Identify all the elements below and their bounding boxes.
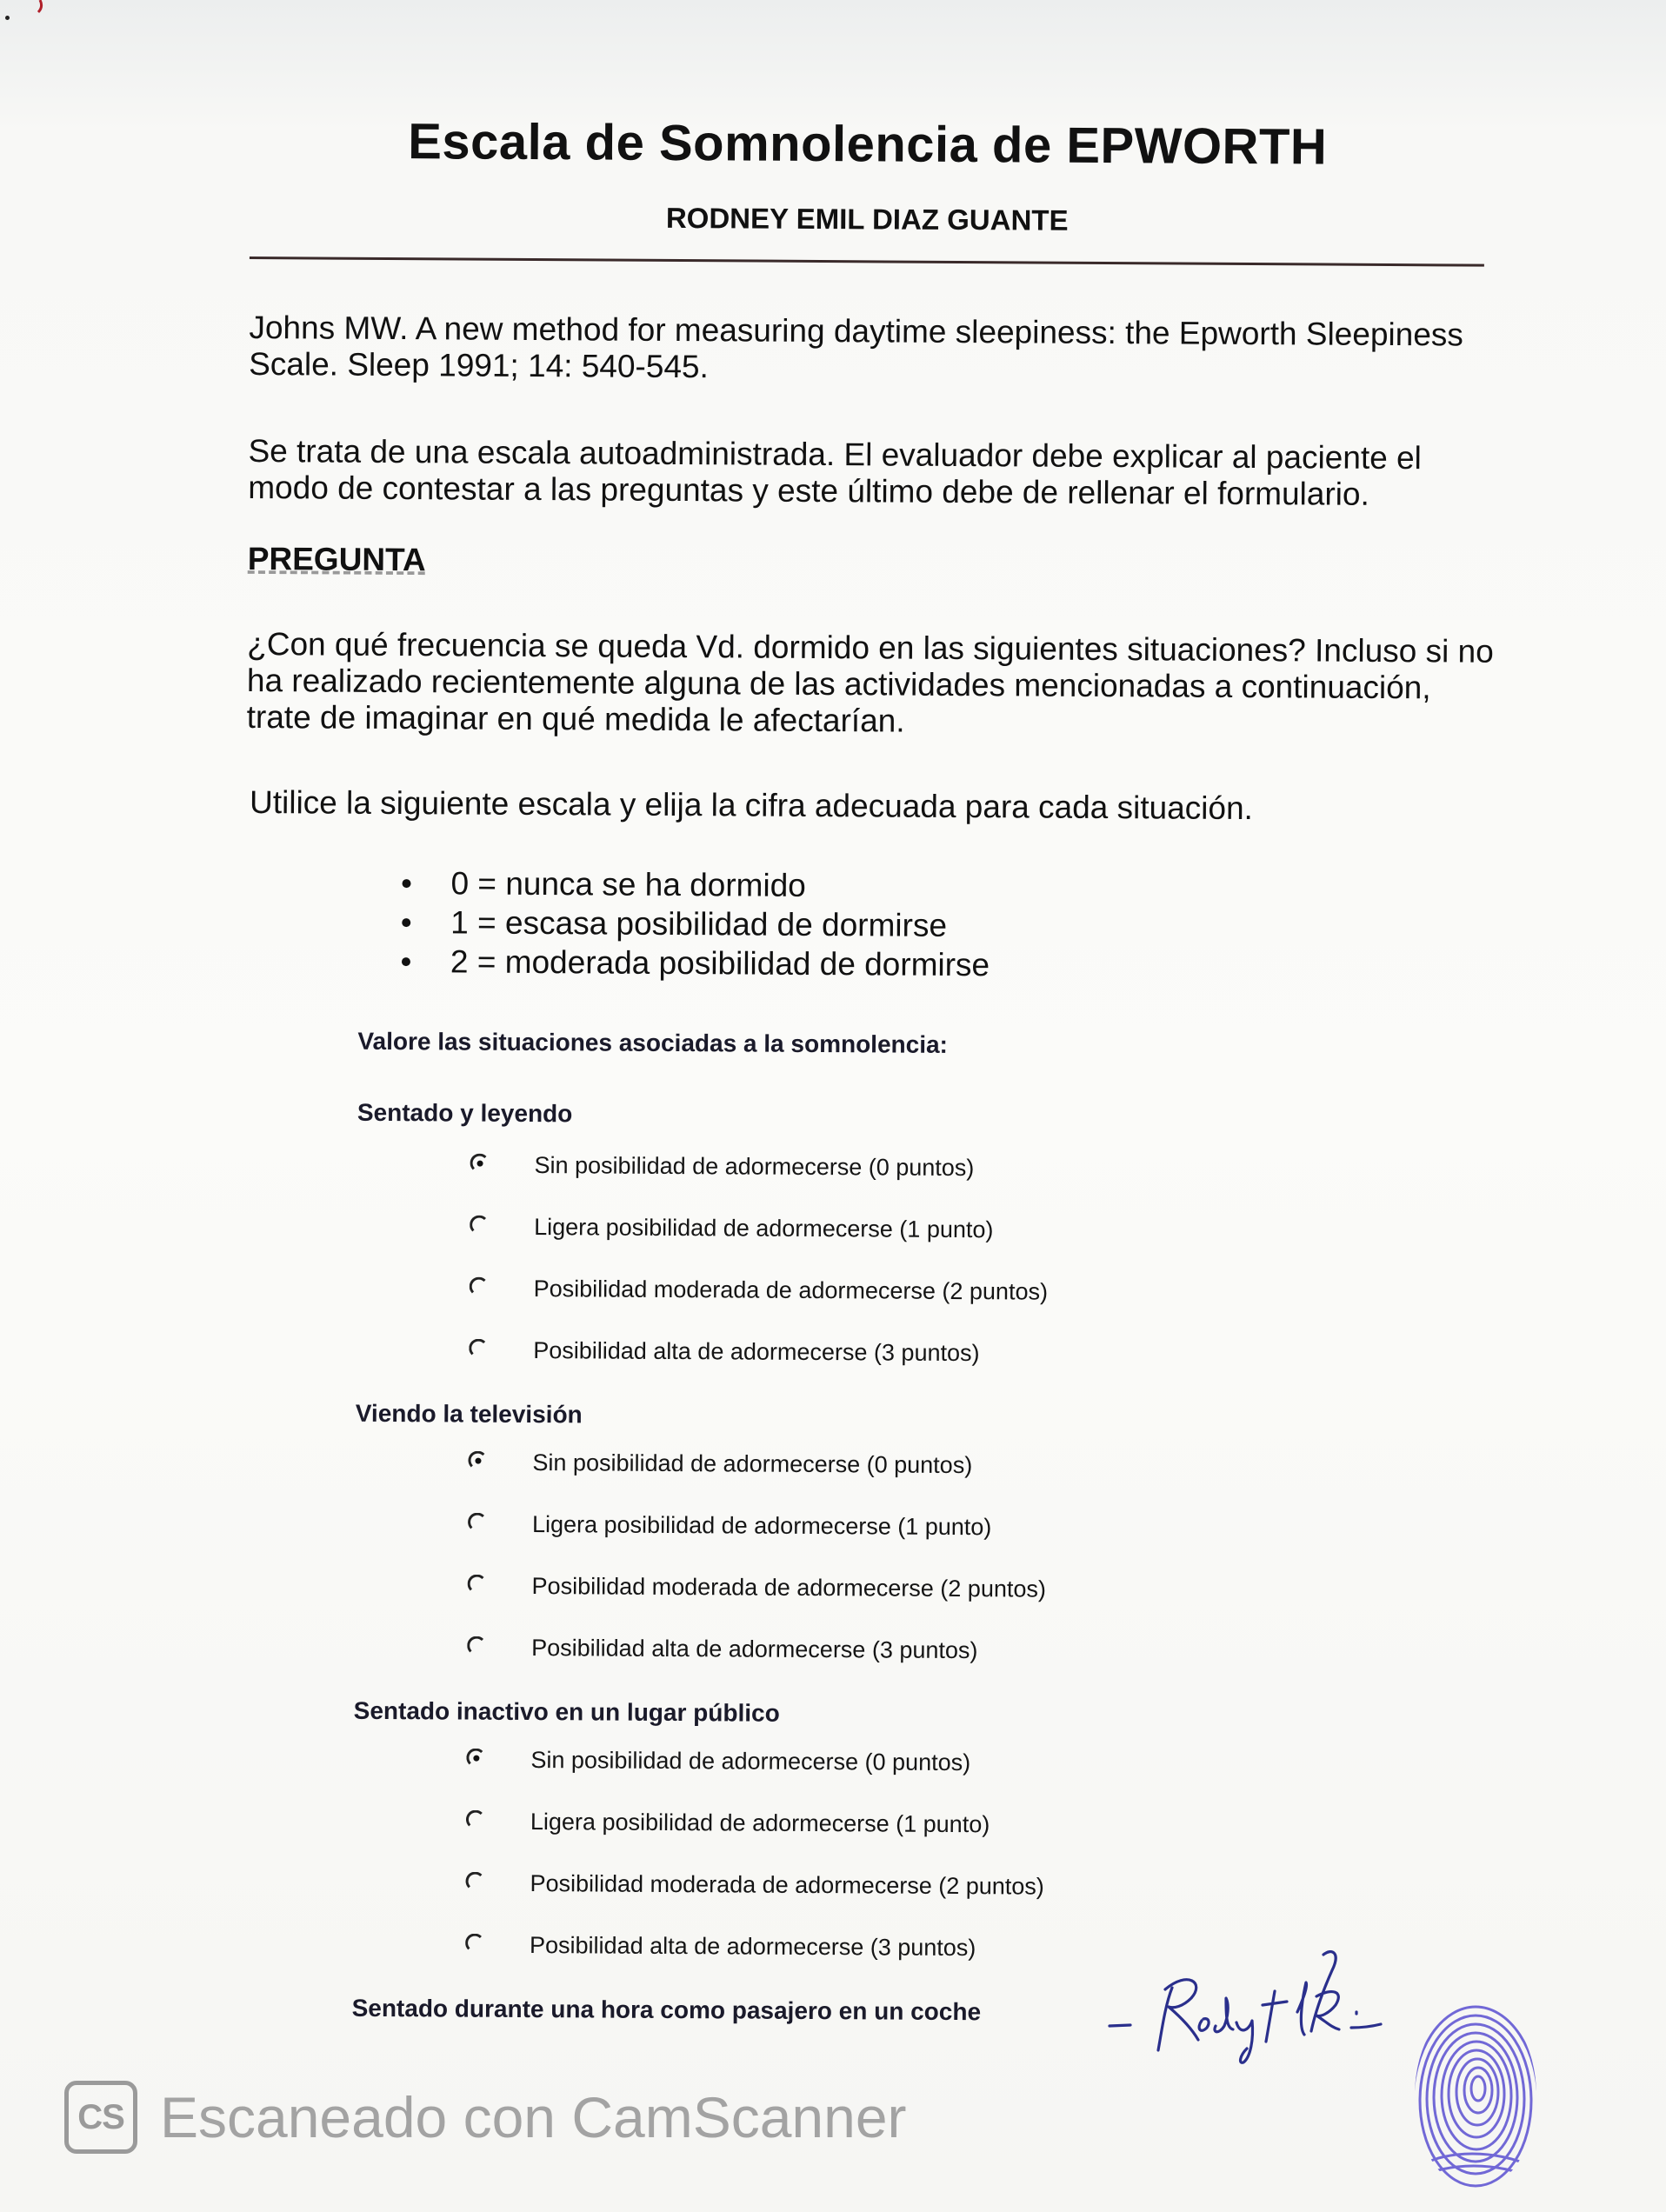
option-label: Posibilidad moderada de adormecerse (2 puntos) bbox=[530, 1870, 1044, 1900]
radio-button[interactable] bbox=[470, 1277, 489, 1296]
radio-button[interactable] bbox=[468, 1513, 487, 1532]
option-row bbox=[468, 1490, 1476, 1558]
scale-list bbox=[245, 863, 1481, 988]
option-row bbox=[465, 1849, 1474, 1917]
scale-item bbox=[402, 942, 1480, 988]
bullet-icon bbox=[402, 879, 410, 888]
option-label: Posibilidad alta de adormecerse (3 puntos) bbox=[531, 1635, 978, 1664]
radio-button[interactable] bbox=[468, 1451, 487, 1470]
option-label: Ligera posibilidad de adormecerse (1 punto) bbox=[531, 1511, 992, 1541]
option-row bbox=[467, 1614, 1476, 1682]
instruction-text: Utilice la siguiente escala y elija la cifra adecuada para cada situación. bbox=[249, 784, 1254, 827]
option-row bbox=[469, 1316, 1477, 1384]
option-row bbox=[469, 1255, 1477, 1323]
scale-item-label: 0 = nunca se ha dormido bbox=[450, 865, 806, 903]
option-row bbox=[467, 1552, 1476, 1620]
option-row bbox=[470, 1193, 1478, 1261]
scale-item bbox=[402, 863, 1480, 909]
option-row bbox=[470, 1131, 1478, 1199]
document-title: Escala de Somnolencia de EPWORTH bbox=[408, 113, 1328, 176]
author-name: RODNEY EMIL DIAZ GUANTE bbox=[665, 201, 1069, 237]
rate-instruction: Valore las situaciones asociadas a la somnolencia: bbox=[357, 1027, 949, 1058]
radio-button[interactable] bbox=[467, 1636, 486, 1656]
radio-button[interactable] bbox=[468, 1575, 487, 1594]
radio-button[interactable] bbox=[470, 1216, 489, 1235]
option-label: Posibilidad alta de adormecerse (3 puntos) bbox=[529, 1932, 976, 1962]
title-divider bbox=[250, 257, 1484, 267]
option-label: Ligera posibilidad de adormecerse (1 punto) bbox=[530, 1809, 990, 1838]
option-row bbox=[466, 1726, 1475, 1794]
scale-item bbox=[402, 903, 1480, 949]
section-title-reading: Sentado y leyendo bbox=[357, 1098, 573, 1128]
radio-button[interactable] bbox=[465, 1872, 484, 1891]
option-label: Posibilidad moderada de adormecerse (2 puntos) bbox=[533, 1276, 1049, 1305]
section-title-public-place: Sentado inactivo en un lugar público bbox=[353, 1696, 780, 1727]
radio-button[interactable] bbox=[466, 1810, 485, 1829]
camscanner-watermark bbox=[64, 2078, 907, 2156]
camscanner-logo: CS bbox=[64, 2081, 137, 2154]
option-label: Posibilidad alta de adormecerse (3 puntos) bbox=[533, 1337, 980, 1367]
bullet-icon bbox=[402, 918, 410, 927]
option-row bbox=[466, 1788, 1475, 1856]
option-label: Ligera posibilidad de adormecerse (1 punto) bbox=[534, 1214, 994, 1243]
watermark-text: Escaneado con CamScanner bbox=[160, 2085, 907, 2149]
option-label: Sin posibilidad de adormecerse (0 puntos) bbox=[534, 1152, 975, 1182]
radio-button[interactable] bbox=[470, 1154, 489, 1173]
ink-dot bbox=[5, 16, 10, 20]
fingerprint-image bbox=[1410, 1993, 1541, 2193]
radio-button[interactable] bbox=[465, 1934, 484, 1953]
scale-item-label: 2 = moderada posibilidad de dormirse bbox=[450, 943, 990, 983]
radio-button[interactable] bbox=[469, 1339, 488, 1358]
section-title-car-passenger: Sentado durante una hora como pasajero en un coche bbox=[351, 1994, 982, 2026]
option-label: Posibilidad moderada de adormecerse (2 puntos) bbox=[531, 1573, 1047, 1602]
question-heading: PREGUNTA bbox=[247, 540, 426, 578]
red-ink-mark bbox=[31, 0, 57, 14]
document-content bbox=[239, 104, 1494, 2029]
bullet-icon bbox=[402, 957, 410, 966]
citation-text: Johns MW. A new method for measuring daytime sleepiness: the Epworth Sleepiness Scale. Sleep 1991; 14: 540-545. bbox=[249, 309, 1463, 385]
question-text: ¿Con qué frecuencia se queda Vd. dormido en las siguientes situaciones? Incluso si no ha realizado recientemente alguna de las actividades mencionadas a continuación, trate de imaginar en qué medida le afectarían. bbox=[246, 625, 1494, 739]
radio-button[interactable] bbox=[466, 1749, 485, 1768]
options-group-public-place bbox=[239, 1724, 1476, 1979]
option-label: Sin posibilidad de adormecerse (0 puntos) bbox=[532, 1449, 973, 1479]
options-group-tv bbox=[241, 1427, 1477, 1682]
scale-item-label: 1 = escasa posibilidad de dormirse bbox=[450, 904, 948, 943]
description-text: Se trata de una escala autoadministrada. El evaluador debe explicar al paciente el modo de contestar a las preguntas y este último debe de rellenar el formulario. bbox=[248, 432, 1422, 512]
option-label: Sin posibilidad de adormecerse (0 puntos) bbox=[530, 1747, 971, 1776]
option-row bbox=[468, 1429, 1476, 1496]
options-group-reading bbox=[243, 1129, 1479, 1384]
signature-image bbox=[1104, 1944, 1435, 2066]
section-title-tv: Viendo la televisión bbox=[355, 1399, 583, 1429]
